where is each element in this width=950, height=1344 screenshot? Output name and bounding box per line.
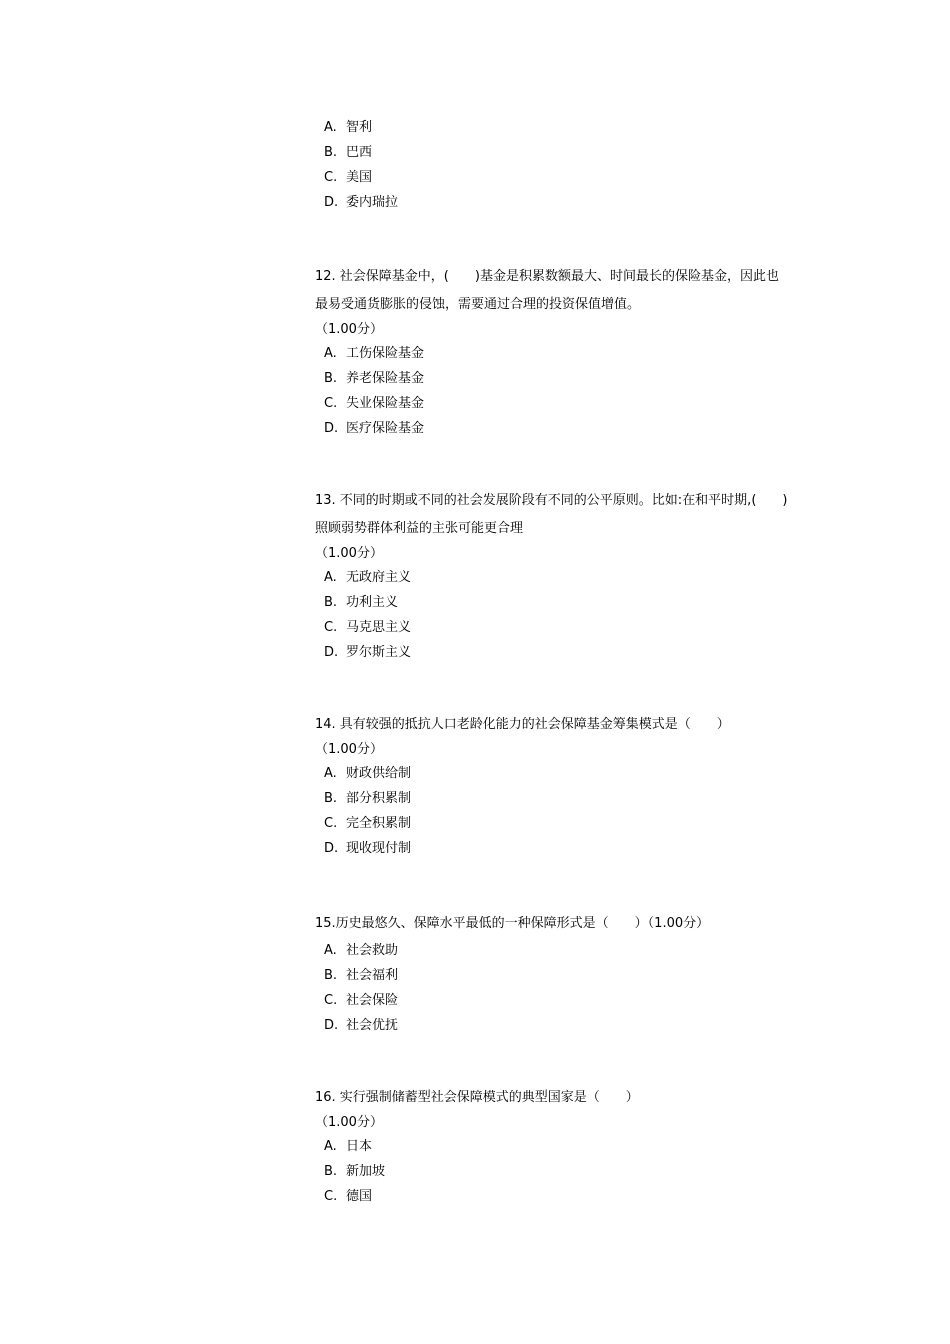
question-stem-line: 12. 社会保障基金中，( )基金是积累数额最大、时间最长的保险基金，因此也 — [315, 269, 779, 284]
option-letter: A. — [324, 570, 337, 585]
option-a — [315, 938, 845, 963]
option-letter: D. — [324, 645, 339, 660]
option-c — [315, 165, 845, 190]
option-letter: B. — [324, 595, 338, 610]
option-letter: B. — [324, 371, 338, 386]
question-stem-line: 16. 实行强制储蓄型社会保障模式的典型国家是（ ） — [315, 1090, 639, 1105]
option-letter: D. — [324, 841, 339, 856]
option-b — [315, 366, 845, 391]
option-text: 功利主义 — [346, 595, 399, 610]
option-letter: D. — [324, 1018, 339, 1033]
option-d — [315, 416, 845, 441]
option-text: 现收现付制 — [346, 841, 412, 856]
option-b — [315, 140, 845, 165]
option-letter: D. — [324, 421, 339, 436]
option-letter: C. — [324, 170, 338, 185]
question-12 — [315, 263, 845, 441]
option-c — [315, 615, 845, 640]
option-text: 社会福利 — [346, 968, 399, 983]
option-letter: C. — [324, 993, 338, 1008]
question-16 — [315, 1084, 845, 1209]
option-letter: C. — [324, 396, 338, 411]
option-text: 养老保险基金 — [346, 371, 425, 386]
option-text: 财政供给制 — [346, 766, 412, 781]
option-b — [315, 963, 845, 988]
option-letter: B. — [324, 145, 338, 160]
option-text: 智利 — [346, 120, 373, 135]
option-text: 医疗保险基金 — [346, 421, 425, 436]
option-b — [315, 590, 845, 615]
question-stem-line: 14. 具有较强的抵抗人口老龄化能力的社会保障基金筹集模式是（ ） — [315, 717, 730, 732]
option-c — [315, 391, 845, 416]
question-score: （1.00分） — [315, 322, 383, 337]
question-14 — [315, 711, 845, 861]
question-11-options — [315, 115, 845, 215]
option-c — [315, 811, 845, 836]
option-text: 社会保险 — [346, 993, 399, 1008]
option-text: 德国 — [346, 1189, 373, 1204]
option-text: 完全积累制 — [346, 816, 412, 831]
option-letter: B. — [324, 968, 338, 983]
question-score: （1.00分） — [315, 742, 383, 757]
option-text: 美国 — [346, 170, 373, 185]
option-text: 罗尔斯主义 — [346, 645, 412, 660]
option-a — [315, 1134, 845, 1159]
question-stem-line: 最易受通货膨胀的侵蚀，需要通过合理的投资保值增值。 — [315, 297, 641, 312]
option-d — [315, 190, 845, 215]
option-text: 社会优抚 — [346, 1018, 399, 1033]
option-letter: A. — [324, 943, 337, 958]
option-text: 社会救助 — [346, 943, 399, 958]
option-a — [315, 115, 845, 140]
option-letter: C. — [324, 1189, 338, 1204]
question-score: （1.00分） — [315, 546, 383, 561]
question-15 — [315, 910, 845, 1038]
question-stem-line: 13. 不同的时期或不同的社会发展阶段有不同的公平原则。比如:在和平时期,( ) — [315, 493, 788, 508]
option-letter: B. — [324, 791, 338, 806]
option-text: 无政府主义 — [346, 570, 412, 585]
option-text: 日本 — [346, 1139, 373, 1154]
option-b — [315, 786, 845, 811]
option-text: 部分积累制 — [346, 791, 412, 806]
question-stem-line: 照顾弱势群体利益的主张可能更合理 — [315, 521, 524, 536]
option-text: 失业保险基金 — [346, 396, 425, 411]
option-letter: A. — [324, 766, 337, 781]
option-c — [315, 988, 845, 1013]
option-letter: A. — [324, 346, 337, 361]
option-letter: C. — [324, 816, 338, 831]
option-text: 巴西 — [346, 145, 373, 160]
option-letter: A. — [324, 1139, 337, 1154]
question-score: （1.00分） — [315, 1115, 383, 1130]
option-b — [315, 1159, 845, 1184]
option-a — [315, 565, 845, 590]
question-stem-line: 15.历史最悠久、保障水平最低的一种保障形式是（ ）（1.00分） — [315, 916, 710, 931]
option-d — [315, 836, 845, 861]
question-13 — [315, 487, 845, 665]
option-letter: C. — [324, 620, 338, 635]
option-text: 马克思主义 — [346, 620, 412, 635]
option-d — [315, 640, 845, 665]
option-text: 委内瑞拉 — [346, 195, 399, 210]
option-letter: A. — [324, 120, 337, 135]
option-letter: B. — [324, 1164, 338, 1179]
option-text: 工伤保险基金 — [346, 346, 425, 361]
option-a — [315, 341, 845, 366]
option-text: 新加坡 — [346, 1164, 386, 1179]
option-c — [315, 1184, 845, 1209]
option-letter: D. — [324, 195, 339, 210]
option-a — [315, 761, 845, 786]
option-d — [315, 1013, 845, 1038]
